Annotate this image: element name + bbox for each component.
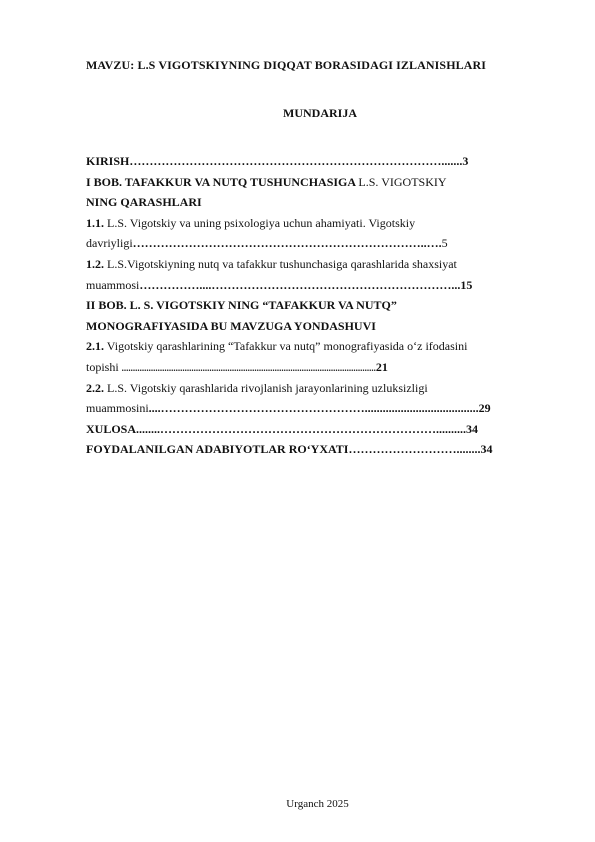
toc-section-1-1[interactable] bbox=[86, 213, 550, 234]
toc-section-title-cont: topishi bbox=[86, 359, 122, 374]
toc-chapter-1-subtitle: NING QARASHLARI bbox=[86, 195, 202, 210]
toc-page-number: 5 bbox=[441, 236, 448, 251]
toc-entry-text: FOYDALANILGAN ADABIYOTLAR RO‘YXATI………………………........34 bbox=[86, 442, 493, 457]
toc-section-1-2-cont[interactable] bbox=[86, 275, 550, 296]
toc-section-title: L.S.Vigotskiyning nutq va tafakkur tushunchasiga qarashlarida shaxsiyat bbox=[104, 256, 457, 271]
toc-section-number: 1.1. bbox=[86, 215, 104, 230]
toc-chapter-1-line-1[interactable] bbox=[86, 172, 550, 193]
toc-leader: ................................................................................................................. bbox=[121, 362, 376, 373]
toc-entry-text: XULOSA........……………………………………………………………..........34 bbox=[86, 421, 479, 436]
toc-entry-references[interactable] bbox=[86, 439, 550, 460]
toc-section-2-2[interactable] bbox=[86, 378, 550, 399]
toc-leader: ………………………………………………………………..…. bbox=[132, 236, 442, 251]
toc-chapter-1-line-2[interactable] bbox=[86, 192, 550, 213]
toc-section-title-cont: muammosi bbox=[86, 277, 140, 292]
toc-page-number: 21 bbox=[375, 359, 388, 374]
toc-chapter-1-title-rest: L.S. VIGOTSKIY bbox=[358, 174, 447, 189]
toc-section-2-2-cont[interactable] bbox=[86, 398, 550, 419]
toc-section-number: 1.2. bbox=[86, 256, 104, 271]
toc-section-title: Vigotskiy qarashlarining “Tafakkur va nutq” monografiyasida o‘z ifodasini bbox=[104, 339, 468, 354]
toc-chapter-2-line-1[interactable] bbox=[86, 295, 550, 316]
toc-section-number: 2.2. bbox=[86, 380, 104, 395]
toc-section-1-1-cont[interactable] bbox=[86, 233, 550, 254]
table-of-contents bbox=[86, 151, 550, 460]
toc-entry-conclusion[interactable] bbox=[86, 419, 550, 440]
toc-page-number: 29 bbox=[478, 401, 491, 416]
toc-section-number: 2.1. bbox=[86, 339, 104, 354]
toc-entry-text: KIRISH…………………………………………………………………….......3 bbox=[86, 154, 469, 168]
toc-leader: ……………....……………………………………………………... bbox=[139, 277, 461, 292]
toc-page-number: 15 bbox=[460, 277, 473, 292]
toc-heading: MUNDARIJA bbox=[283, 106, 357, 120]
toc-chapter-2-line-2[interactable] bbox=[86, 316, 550, 337]
page-title: MAVZU: L.S VIGOTSKIYNING DIQQAT BORASIDAGI IZLANISHLARI bbox=[86, 58, 487, 72]
page-footer: Urganch 2025 bbox=[286, 798, 349, 810]
toc-leader: ....……………………………………………...................................... bbox=[148, 401, 479, 416]
toc-chapter-2-title: II BOB. L. S. VIGOTSKIY NING “TAFAKKUR VA NUTQ” bbox=[86, 298, 397, 313]
toc-section-2-1-cont[interactable] bbox=[86, 357, 550, 378]
toc-section-title-cont: davriyligi bbox=[86, 236, 133, 251]
toc-section-1-2[interactable] bbox=[86, 254, 550, 275]
toc-section-title: L.S. Vigotskiy va uning psixologiya uchun ahamiyati. Vigotskiy bbox=[104, 215, 416, 230]
toc-section-title: L.S. Vigotskiy qarashlarida rivojlanish jarayonlarining uzluksizligi bbox=[104, 380, 428, 395]
toc-section-title-cont: muammosini bbox=[86, 401, 149, 416]
toc-entry-intro[interactable] bbox=[86, 151, 550, 172]
toc-chapter-2-subtitle: MONOGRAFIYASIDA BU MAVZUGA YONDASHUVI bbox=[86, 318, 376, 333]
toc-section-2-1[interactable] bbox=[86, 336, 550, 357]
toc-chapter-1-title: I BOB. TAFAKKUR VA NUTQ TUSHUNCHASIGA bbox=[86, 174, 359, 189]
